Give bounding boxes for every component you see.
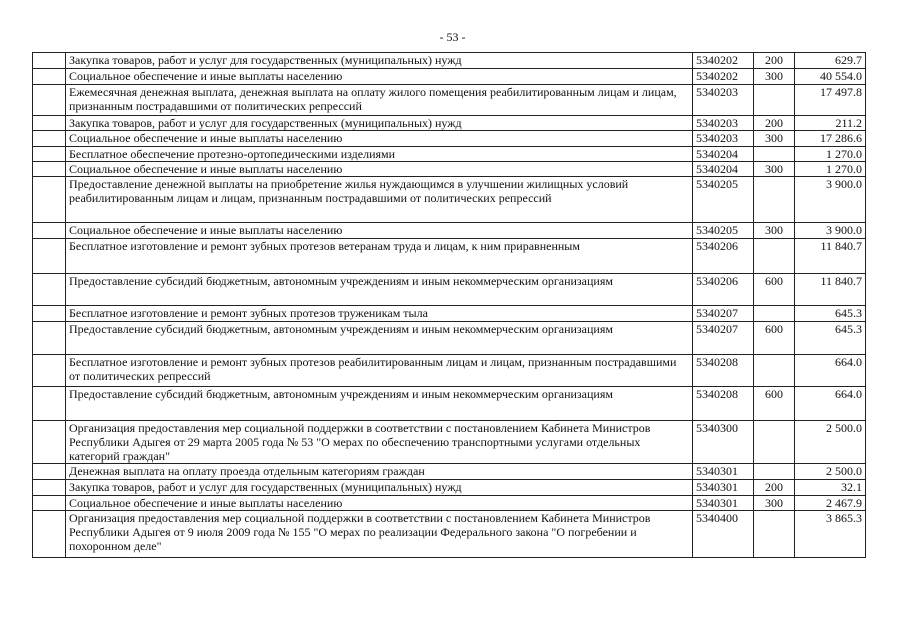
row-name-cell: Предоставление субсидий бюджетным, автономным учреждениям и иным некоммерческим организациям [66, 387, 693, 421]
row-amount-cell: 2 467.9 [795, 496, 866, 511]
row-name-cell: Социальное обеспечение и иные выплаты населению [66, 223, 693, 239]
table-row [33, 496, 866, 511]
row-indent-cell [33, 464, 66, 480]
table-row [33, 85, 866, 116]
table-row [33, 177, 866, 223]
row-indent-cell [33, 177, 66, 223]
row-name-cell: Социальное обеспечение и иные выплаты населению [66, 131, 693, 147]
row-type-cell: 300 [754, 162, 795, 177]
row-code-cell: 5340206 [693, 274, 754, 306]
row-type-cell: 200 [754, 116, 795, 131]
table-row [33, 511, 866, 558]
table-row [33, 322, 866, 355]
row-code-cell: 5340203 [693, 131, 754, 147]
row-indent-cell [33, 85, 66, 116]
table-row [33, 421, 866, 464]
row-indent-cell [33, 53, 66, 69]
row-indent-cell [33, 116, 66, 131]
table-row [33, 116, 866, 131]
row-type-cell [754, 306, 795, 322]
row-indent-cell [33, 355, 66, 387]
row-type-cell: 300 [754, 69, 795, 85]
row-amount-cell: 664.0 [795, 387, 866, 421]
row-type-cell: 300 [754, 223, 795, 239]
row-name-cell: Социальное обеспечение и иные выплаты населению [66, 162, 693, 177]
row-amount-cell: 17 497.8 [795, 85, 866, 116]
row-name-cell: Бесплатное обеспечение протезно-ортопедическими изделиями [66, 147, 693, 162]
row-indent-cell [33, 223, 66, 239]
row-indent-cell [33, 69, 66, 85]
row-name-cell: Социальное обеспечение и иные выплаты населению [66, 69, 693, 85]
row-name-cell: Ежемесячная денежная выплата, денежная выплата на оплату жилого помещения реабилитированным лицам и лицам, признанным пострадавшими от политических репрессий [66, 85, 693, 116]
row-type-cell [754, 464, 795, 480]
row-code-cell: 5340204 [693, 147, 754, 162]
row-type-cell: 300 [754, 496, 795, 511]
row-code-cell: 5340202 [693, 53, 754, 69]
row-indent-cell [33, 387, 66, 421]
row-type-cell [754, 511, 795, 558]
row-code-cell: 5340208 [693, 355, 754, 387]
row-indent-cell [33, 306, 66, 322]
page-number: - 53 - [439, 30, 466, 44]
row-code-cell: 5340205 [693, 223, 754, 239]
row-name-cell: Бесплатное изготовление и ремонт зубных протезов ветеранам труда и лицам, к ним приравненным [66, 239, 693, 274]
row-amount-cell: 1 270.0 [795, 162, 866, 177]
row-type-cell [754, 421, 795, 464]
row-indent-cell [33, 147, 66, 162]
row-amount-cell: 11 840.7 [795, 274, 866, 306]
row-amount-cell: 32.1 [795, 480, 866, 496]
row-code-cell: 5340203 [693, 85, 754, 116]
row-indent-cell [33, 239, 66, 274]
row-type-cell: 600 [754, 274, 795, 306]
row-type-cell [754, 147, 795, 162]
row-indent-cell [33, 496, 66, 511]
row-name-cell: Организация предоставления мер социальной поддержки в соответствии с постановлением Кабинета Министров Республики Адыгея от 29 марта 2005 года № 53 "О мерах по обеспечению транспортными услугами отдельных категорий граждан" [66, 421, 693, 464]
budget-table-body [33, 53, 866, 558]
row-name-cell: Предоставление субсидий бюджетным, автономным учреждениям и иным некоммерческим организациям [66, 274, 693, 306]
table-row [33, 53, 866, 69]
row-name-cell: Организация предоставления мер социальной поддержки в соответствии с постановлением Кабинета Министров Республики Адыгея от 9 июля 2009 года № 155 "О мерах по реализации Федерального закона "О погребении и похоронном деле" [66, 511, 693, 558]
row-type-cell: 200 [754, 53, 795, 69]
row-amount-cell: 40 554.0 [795, 69, 866, 85]
table-row [33, 306, 866, 322]
table-row [33, 223, 866, 239]
row-name-cell: Закупка товаров, работ и услуг для государственных (муниципальных) нужд [66, 53, 693, 69]
row-name-cell: Социальное обеспечение и иные выплаты населению [66, 496, 693, 511]
table-row [33, 480, 866, 496]
row-code-cell: 5340202 [693, 69, 754, 85]
row-name-cell: Закупка товаров, работ и услуг для государственных (муниципальных) нужд [66, 116, 693, 131]
row-code-cell: 5340203 [693, 116, 754, 131]
row-code-cell: 5340206 [693, 239, 754, 274]
row-name-cell: Закупка товаров, работ и услуг для государственных (муниципальных) нужд [66, 480, 693, 496]
table-row [33, 274, 866, 306]
row-indent-cell [33, 511, 66, 558]
row-type-cell: 200 [754, 480, 795, 496]
row-amount-cell: 17 286.6 [795, 131, 866, 147]
row-name-cell: Предоставление субсидий бюджетным, автономным учреждениям и иным некоммерческим организациям [66, 322, 693, 355]
row-amount-cell: 1 270.0 [795, 147, 866, 162]
table-row [33, 239, 866, 274]
row-amount-cell: 11 840.7 [795, 239, 866, 274]
row-type-cell [754, 355, 795, 387]
row-name-cell: Бесплатное изготовление и ремонт зубных протезов реабилитированным лицам и лицам, признанным пострадавшими от политических репрессий [66, 355, 693, 387]
row-code-cell: 5340301 [693, 496, 754, 511]
row-indent-cell [33, 480, 66, 496]
row-indent-cell [33, 162, 66, 177]
table-row [33, 355, 866, 387]
row-amount-cell: 3 865.3 [795, 511, 866, 558]
row-amount-cell: 3 900.0 [795, 223, 866, 239]
row-code-cell: 5340300 [693, 421, 754, 464]
row-code-cell: 5340301 [693, 464, 754, 480]
row-name-cell: Бесплатное изготовление и ремонт зубных протезов труженикам тыла [66, 306, 693, 322]
row-name-cell: Денежная выплата на оплату проезда отдельным категориям граждан [66, 464, 693, 480]
row-code-cell: 5340205 [693, 177, 754, 223]
row-indent-cell [33, 322, 66, 355]
row-amount-cell: 664.0 [795, 355, 866, 387]
row-indent-cell [33, 274, 66, 306]
row-amount-cell: 2 500.0 [795, 421, 866, 464]
row-code-cell: 5340208 [693, 387, 754, 421]
row-amount-cell: 211.2 [795, 116, 866, 131]
row-indent-cell [33, 131, 66, 147]
table-row [33, 387, 866, 421]
row-type-cell [754, 85, 795, 116]
table-row [33, 147, 866, 162]
row-amount-cell: 645.3 [795, 306, 866, 322]
row-amount-cell: 645.3 [795, 322, 866, 355]
row-code-cell: 5340207 [693, 322, 754, 355]
table-row [33, 131, 866, 147]
row-amount-cell: 2 500.0 [795, 464, 866, 480]
row-name-cell: Предоставление денежной выплаты на приобретение жилья нуждающимся в улучшении жилищных условий реабилитированным лицам и лицам, признанным пострадавшими от политических репрессий [66, 177, 693, 223]
table-row [33, 69, 866, 85]
table-row [33, 464, 866, 480]
row-type-cell: 600 [754, 322, 795, 355]
row-type-cell: 600 [754, 387, 795, 421]
row-type-cell [754, 177, 795, 223]
row-amount-cell: 629.7 [795, 53, 866, 69]
row-amount-cell: 3 900.0 [795, 177, 866, 223]
row-code-cell: 5340301 [693, 480, 754, 496]
budget-table [32, 52, 866, 558]
row-code-cell: 5340204 [693, 162, 754, 177]
table-row [33, 162, 866, 177]
row-code-cell: 5340207 [693, 306, 754, 322]
row-type-cell: 300 [754, 131, 795, 147]
row-indent-cell [33, 421, 66, 464]
row-type-cell [754, 239, 795, 274]
row-code-cell: 5340400 [693, 511, 754, 558]
